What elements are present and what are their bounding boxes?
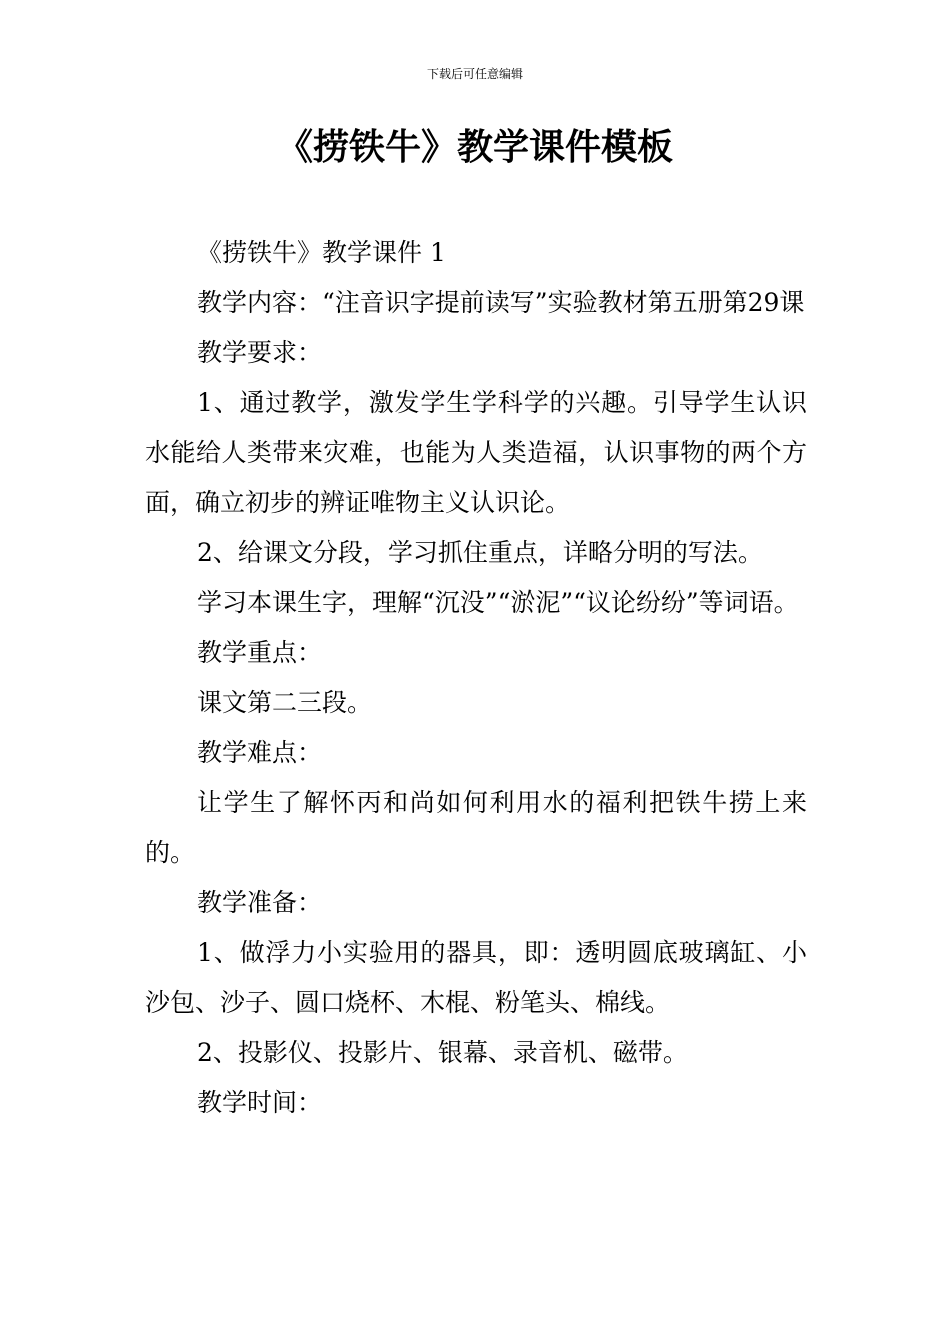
key-points-heading: 教学重点：	[197, 638, 323, 667]
difficulty-heading: 教学难点：	[197, 738, 323, 767]
preparation-heading: 教学准备：	[197, 888, 323, 917]
key-points-text: 课文第二三段。	[197, 688, 373, 717]
requirement-item-3: 学习本课生字，理解“沉没”“淤泥”“议论纷纷”等词语。	[197, 588, 799, 617]
requirement-item-1: 1、通过教学，激发学生学科学的兴趣。引导学生认识水能给人类带来灾难，也能为人类造福，认识事物的两个方面，确立初步的辨证唯物主义认识论。	[145, 388, 807, 517]
requirement-item-2: 2、给课文分段，学习抓住重点，详略分明的写法。	[197, 538, 763, 567]
subtitle-paragraph: 《捞铁牛》教学课件 1	[197, 238, 446, 267]
header-note: 下载后可任意编辑	[426, 67, 523, 81]
requirements-heading: 教学要求：	[197, 338, 323, 367]
difficulty-text: 让学生了解怀丙和尚如何利用水的福利把铁牛捞上来的。	[145, 788, 807, 867]
preparation-item-2: 2、投影仪、投影片、银幕、录音机、磁带。	[197, 1038, 688, 1067]
document-title: 《捞铁牛》教学课件模板	[276, 127, 673, 168]
preparation-item-1: 1、做浮力小实验用的器具，即：透明圆底玻璃缸、小沙包、沙子、圆口烧杯、木棍、粉笔头、棉线。	[145, 938, 807, 1017]
time-heading: 教学时间：	[197, 1088, 323, 1117]
content-paragraph: 教学内容：“注音识字提前读写”实验教材第五册第29课	[197, 288, 805, 317]
document-body	[145, 228, 807, 1128]
